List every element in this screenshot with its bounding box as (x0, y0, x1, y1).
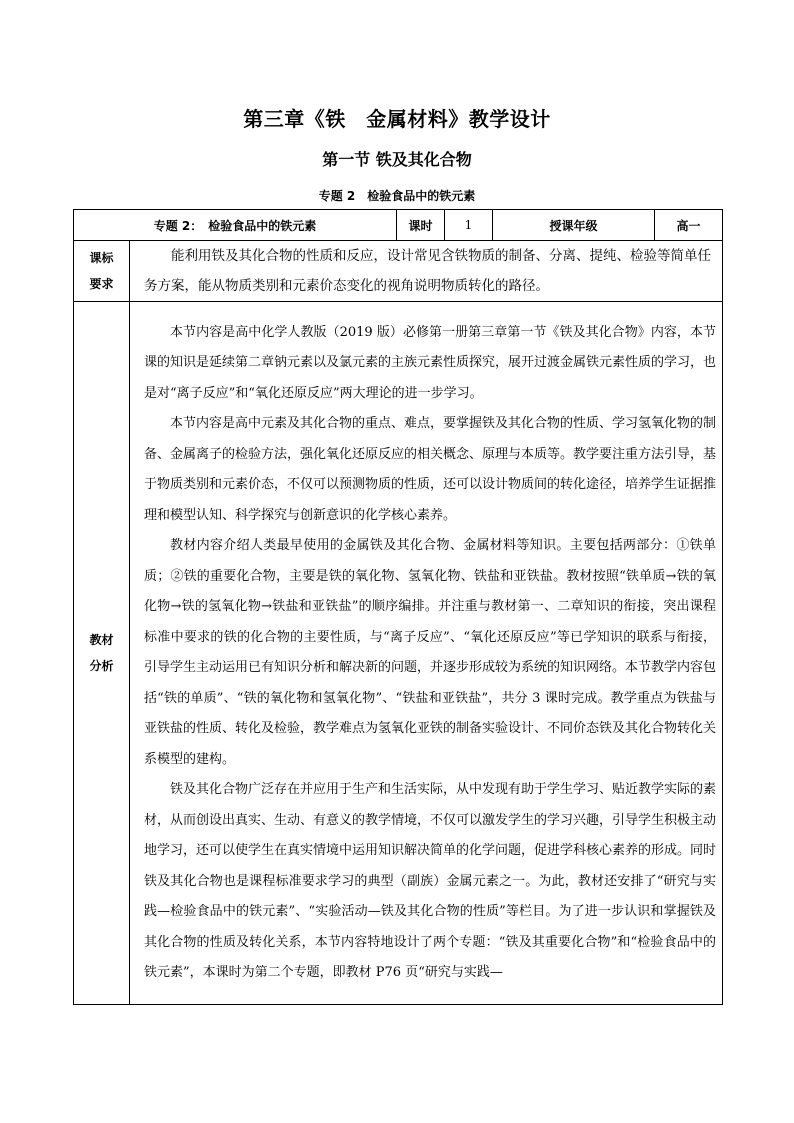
document-title: 第三章《铁 金属材料》教学设计 (243, 107, 551, 131)
lesson-plan-table (73, 209, 723, 1005)
grade-value: 高一 (655, 210, 723, 241)
analysis-paragraph: 本节内容是高中元素及其化合物的重点、难点，要掌握铁及其化合物的性质、学习氢氧化物的制备、金属离子的检验方法，强化氧化还原反应的相关概念、原理与本质等。教学要注重方法引导，基于物质类别和元素价态，不仅可以预测物质的性质，还可以设计物质间的转化途径，培养学生证据推理和模型认知、科学探究与创新意识的化学核心素养。 (144, 416, 717, 523)
topic-cell: 专题 2： 检验食品中的铁元素 (74, 210, 397, 241)
period-value: 1 (445, 210, 493, 241)
requirement-row (74, 241, 723, 302)
header-row (74, 210, 723, 241)
analysis-paragraph: 本节内容是高中化学人教版（2019 版）必修第一册第三章第一节《铁及其化合物》内容，本节课的知识是延续第二章钠元素以及氯元素的主族元素性质探究，展开过渡金属铁元素性质的学习，也是对“离子反应”和“氧化还原反应”两大理论的进一步学习。 (144, 324, 717, 401)
section-subtitle: 第一节 铁及其化合物 (322, 150, 472, 169)
requirement-label: 课标 要求 (74, 241, 130, 302)
analysis-paragraph: 教材内容介绍人类最早使用的金属铁及其化合物、金属材料等知识。主要包括两部分：①铁单质；②铁的重要化合物，主要是铁的氧化物、氢氧化物、铁盐和亚铁盐。教材按照“铁单质→铁的氧化物→铁的氢氧化物→铁盐和亚铁盐”的顺序编排。并注重与教材第一、二章知识的衔接，突出课程标准中要求的铁的化合物的主要性质，与“离子反应”、“氧化还原反应”等已学知识的联系与衔接，引导学生主动运用已有知识分析和解决新的问题，并逐步形成较为系统的知识网络。本节教学内容包括“铁的单质”、“铁的氧化物和氢氧化物”、“铁盐和亚铁盐”，共分 3 课时完成。教学重点为铁盐与亚铁盐的性质、转化及检验，教学难点为氢氧化亚铁的制备实验设计、不同价态铁及其化合物转化关系模型的建构。 (144, 538, 717, 767)
topic-heading: 专题 2 检验食品中的铁元素 (318, 189, 476, 203)
period-label: 课时 (397, 210, 445, 241)
analysis-label: 教材 分析 (74, 302, 130, 1005)
analysis-paragraph: 铁及其化合物广泛存在并应用于生产和生活实际，从中发现有助于学生学习、贴近教学实际的素材，从而创设出真实、生动、有意义的教学情境，不仅可以激发学生的学习兴趣，引导学生积极主动地学习，还可以使学生在真实情境中运用知识解决简单的化学问题，促进学科核心素养的形成。同时铁及其化合物也是课程标准要求学习的典型（副族）金属元素之一。为此，教材还安排了“研究与实践—检验食品中的铁元素”、“实验活动—铁及其化合物的性质”等栏目。为了进一步认识和掌握铁及其化合物的性质及转化关系，本节内容特地设计了两个专题：“铁及其重要化合物”和“检验食品中的铁元素”，本课时为第二个专题，即教材 P76 页“研究与实践— (144, 782, 717, 980)
grade-label: 授课年级 (493, 210, 655, 241)
analysis-text (130, 302, 723, 1005)
analysis-row (74, 302, 723, 1005)
requirement-text: 能利用铁及其化合物的性质和反应，设计常见含铁物质的制备、分离、提纯、检验等简单任务方案，能从物质类别和元素价态变化的视角说明物质转化的路径。 (130, 241, 723, 302)
